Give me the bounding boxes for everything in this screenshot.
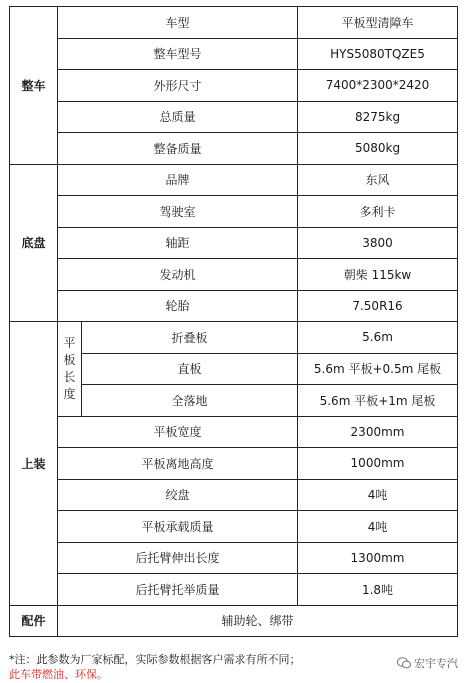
- param-label: 全落地: [82, 385, 298, 417]
- param-label: 外形尺寸: [58, 70, 298, 102]
- footnote: *注：此参数为厂家标配，实际参数根据客户需求有所不同；: [9, 653, 301, 666]
- footer-notes: [9, 652, 301, 682]
- param-label: 发动机: [58, 259, 298, 291]
- param-label: 整车型号: [58, 38, 298, 70]
- table-row: [10, 101, 458, 133]
- param-value: 1.8吨: [298, 574, 458, 606]
- param-label: 绞盘: [58, 479, 298, 511]
- table-row: [10, 7, 458, 39]
- param-label: 轮胎: [58, 290, 298, 322]
- param-value: 5.6m 平板+0.5m 尾板: [298, 353, 458, 385]
- param-value: 5.6m: [298, 322, 458, 354]
- param-value: 辅助轮、绑带: [58, 605, 458, 637]
- table-row: [10, 479, 458, 511]
- param-label: 平板宽度: [58, 416, 298, 448]
- param-value: HYS5080TQZE5: [298, 38, 458, 70]
- wechat-icon: [397, 657, 411, 669]
- param-value: 7.50R16: [298, 290, 458, 322]
- param-label: 整备质量: [58, 133, 298, 165]
- table-row: [10, 227, 458, 259]
- table-row: [10, 290, 458, 322]
- param-value: 2300mm: [298, 416, 458, 448]
- param-value: 7400*2300*2420: [298, 70, 458, 102]
- brand-name: 宏宇专汽: [414, 657, 458, 670]
- param-label: 轴距: [58, 227, 298, 259]
- sub-category-label: 平板长度: [63, 335, 76, 401]
- param-value: 5080kg: [298, 133, 458, 165]
- param-label: 平板承载质量: [58, 511, 298, 543]
- param-value: 5.6m 平板+1m 尾板: [298, 385, 458, 417]
- param-value: 朝柴 115kw: [298, 259, 458, 291]
- param-value: 4吨: [298, 479, 458, 511]
- brand-watermark: [397, 655, 458, 671]
- table-row: [10, 38, 458, 70]
- param-label: 后托臂托举质量: [58, 574, 298, 606]
- category-cell: 配件: [10, 605, 58, 637]
- table-row: [10, 542, 458, 574]
- table-row: [10, 164, 458, 196]
- category-cell: 底盘: [10, 164, 58, 322]
- table-row: [10, 448, 458, 480]
- table-row: [10, 70, 458, 102]
- param-value: 1000mm: [298, 448, 458, 480]
- param-value: 8275kg: [298, 101, 458, 133]
- param-value: 多利卡: [298, 196, 458, 228]
- table-row: [10, 196, 458, 228]
- table-row: [10, 322, 458, 354]
- table-row: [10, 259, 458, 291]
- param-value: 3800: [298, 227, 458, 259]
- param-label: 折叠板: [82, 322, 298, 354]
- table-row: [10, 416, 458, 448]
- spec-table: [9, 6, 458, 637]
- red-footnote: 此车带燃油、环保。: [9, 668, 108, 681]
- param-label: 总质量: [58, 101, 298, 133]
- category-cell: 上装: [10, 322, 58, 606]
- sub-category-cell: [58, 322, 82, 417]
- table-row: [10, 133, 458, 165]
- table-row: [10, 574, 458, 606]
- param-value: 4吨: [298, 511, 458, 543]
- param-label: 后托臂伸出长度: [58, 542, 298, 574]
- param-label: 车型: [58, 7, 298, 39]
- param-value: 1300mm: [298, 542, 458, 574]
- table-row: [10, 605, 458, 637]
- param-label: 直板: [82, 353, 298, 385]
- param-label: 驾驶室: [58, 196, 298, 228]
- param-value: 平板型清障车: [298, 7, 458, 39]
- param-label: 平板离地高度: [58, 448, 298, 480]
- category-cell: 整车: [10, 7, 58, 165]
- param-value: 东风: [298, 164, 458, 196]
- table-row: [10, 511, 458, 543]
- param-label: 品牌: [58, 164, 298, 196]
